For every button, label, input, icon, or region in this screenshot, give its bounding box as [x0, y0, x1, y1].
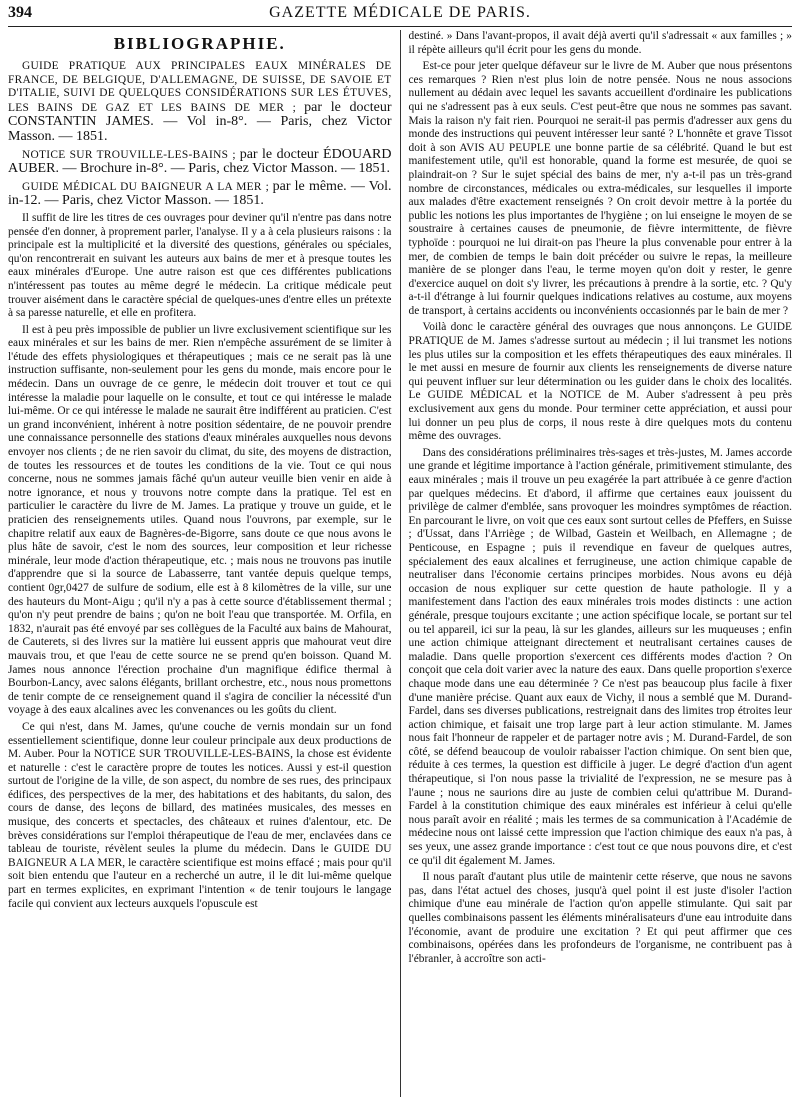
- page-number: 394: [8, 4, 32, 21]
- body-paragraph: Il suffit de lire les titres de ces ouvrages pour deviner qu'il n'entre pas dans notre pensée d'en donner, à proprement parler, l'analyse. Il y a à cela plusieurs raisons : la principale est la multiplicité et la diversité des questions, générales ou spéciales, qu'on rencontrerait en suivant les auteurs aux bains de mer et à presque toutes les eaux minérales d'Europe. Une autre raison est que ces différentes publications n'intéressent pas toutes au même degré le médecin. La critique médicale peut trouver aisément dans le caractère spécial de quelques-unes d'entre elles un prétexte à sa paresse naturelle, et elle en profitera.: [8, 211, 392, 320]
- running-head: [8, 4, 792, 27]
- book-entry-1: [8, 60, 392, 145]
- book-details: par le docteur CONSTANTIN JAMES. — Vol in-8°. — Paris, chez Victor Masson. — 1851.: [8, 99, 392, 144]
- book-details: par le docteur ÉDOUARD AUBER. — Brochure in-8°. — Paris, chez Victor Masson. — 1851.: [8, 146, 392, 177]
- book-title: GUIDE PRATIQUE AUX PRINCIPALES EAUX MINÉRALES DE FRANCE, DE BELGIQUE, D'ALLEMAGNE, DE SUISSE, DE SAVOIE ET D'ITALIE, SUIVI DE QUELQUES CONSIDÉRATIONS SUR LES ÉTUVES, LES BAINS DE GAZ ET LES BAINS DE MER ;: [8, 60, 392, 114]
- book-title: GUIDE MÉDICAL DU BAIGNEUR A LA MER ;: [22, 180, 270, 193]
- book-details: par le même. — Vol. in-12. — Paris, chez Victor Masson. — 1851.: [8, 178, 392, 209]
- book-title: NOTICE SUR TROUVILLE-LES-BAINS ;: [22, 148, 236, 161]
- journal-title: GAZETTE MÉDICALE DE PARIS.: [269, 4, 531, 21]
- left-column: [8, 30, 400, 1097]
- body-paragraph: Est-ce pour jeter quelque défaveur sur le livre de M. Auber que nous présentons ces remarques ? Rien n'est plus loin de notre pensée. Nous ne nous associons nullement au dédain avec lequel les savants accueillent d'ordinaire les publications qui ne s'adressent pas à eux seuls. C'est peut-être que nous ne sommes pas savant. Mais la raison n'y fait rien. Pourquoi ne serait-il pas permis d'adresser aux gens du monde des instructions qui peuvent intéresser leur santé ? L'honnête et grave Tissot doit à son AVIS AU PEUPLE une bonne partie de sa célébrité. Quand le but est manifestement utile, qu'il est honorable, quand la forme est mesurée, de quoi se plaindrait-on ? Sur le sujet spécial des bains de mer, n'y a-t-il pas un très-grand nombre de circonstances, médicales ou extra-médicales, sur lesquelles il importe aux malades d'être exactement renseignés ? On croit devoir mettre à la portée du public les notions les plus importantes de l'hygiène ; on lui enseigne le moyen de se soustraire à certaines causes de pneumonie, de fièvre intermittente, de fièvre typhoïde : pourquoi ne lui dirait-on pas l'heure la plus convenable pour entrer à la mer, de combien de temps le bain doit précéder ou suivre le repas, la meilleure manière de se plonger dans l'eau, le terme moyen qu'on doit y rester, le genre d'exercice auquel on doit s'y livrer, les précautions à prendre à la sortie, etc. ? Qu'y a-t-il d'étrange à lui fournir quelques indications relatives au costume, aux moyens de transport, à certains accidents ou inconvénients occasionnés par le bain de mer ?: [408, 60, 792, 317]
- right-column: [401, 30, 793, 1097]
- text-columns: [8, 30, 792, 1097]
- body-paragraph: Voilà donc le caractère général des ouvrages que nous annonçons. Le GUIDE PRATIQUE de M. James s'adresse surtout au médecin ; il lui transmet les notions les plus utiles sur la composition et les effets thérapeutiques des eaux minérales. Il le met aussi en mesure de fournir aux clients les renseignements de diverse nature qui peuvent influer sur leur détermination ou les guider dans le choix des localités. Le GUIDE MÉDICAL et la NOTICE de M. Auber s'adressent à peu près exclusivement aux gens du monde. Pour terminer cette appréciation, et aussi pour lui donner un peu plus de corps, il nous reste à dire quelques mots du contenu même des ouvrages.: [408, 321, 792, 443]
- body-paragraph: Dans des considérations préliminaires très-sages et très-justes, M. James accorde une grande et légitime importance à l'action générale, primitivement stimulante, des eaux minérales ; mais il trouve un peu exagérée la part attribuée à ce genre d'action par quelques médecins. Et d'abord, il affirme que certaines eaux jouissent du privilège de calmer d'emblée, sans provoquer les moindres symptômes de réaction. En parcourant le livre, on voit que ces eaux sont surtout celles de Pfeffers, en Suisse ; d'Ussat, dans l'Arriège ; de Wilbad, Gastein et Weilbach, en Allemagne ; de Penticouse, en Espagne ; puis il revendique en faveur de quelques autres, spécialement des eaux alcalines et ferrugineuse, une action chimique capable de neutraliser dans l'économie certains principes morbides. Nous avons eu déjà occasion de nous expliquer sur cette question de haute pathologie. Il y a manifestement dans l'action des eaux minérales trois modes distincts : une action générale, presque toujours excitante ; une action spécifique locale, se portant sur tel ou tel appareil, ici sur la peau, là sur les glandes, ailleurs sur les muqueuses ; enfin une action chimique atteignant directement et neutralisant certaines causes de maladie. Dans quelle proportion s'exercent ces différents modes d'action ? On conçoit que cela doit varier avec la nature des eaux. Dans quelle proportion s'exerce chaque mode dans une eau déterminée ? Ce n'est pas beaucoup plus facile à fixer d'une manière précise. Quant aux eaux de Vichy, il nous a semblé que M. Durand-Fardel, dans ses diverses publications, restreignait dans des limites trop étroites leur action chimique, et faisait une trop large part à leur action stimulante. M. James nous fait l'honneur de rappeler et de partager notre avis ; M. Durand-Fardel, de son côté, se défend beaucoup de vouloir rabaisser l'action chimique. On sent bien que, réduite à ces termes, la question est difficile à juger. Le degré d'action d'un agent thérapeutique, si l'on nous passe la trivialité de l'expression, ne se mesure pas à l'aune ; nous ne saurions dire au juste de combien celui qu'attribue M. Durand-Fardel à la constitution chimique des eaux minérales est inférieur à celui qu'elle nous paraît avoir en réalité ; mais les termes de sa communication à l'Académie de médecine nous ont laissé cette impression que l'action chimique des eaux n'a pas, à ses yeux, une assez grande importance : c'est tout ce que nous pouvons dire, et c'est ce qu'il dit également M. James.: [408, 446, 792, 867]
- body-paragraph: Il est à peu près impossible de publier un livre exclusivement scientifique sur les eaux minérales et sur les bains de mer. Rien n'empêche assurément de se limiter à l'étude des effets physiologiques et thérapeutiques ; mais ce ne serait pas là une instruction suffisante, non-seulement pour les gens du monde, mais encore pour le médecin. Dans un ouvrage de ce genre, le médecin doit trouver et tout ce qui intéresse la maladie pour laquelle on le consulte, et tout ce qui intéresse le malade lui-même. Or ce qui intéresse le malade ne saurait être indifférent au praticien. C'est un grand inconvénient, inhérent à notre position sédentaire, de ne pouvoir prendre une connaissance personnelle des stations d'eaux minérales auxquelles nous devons envoyer nos clients ; de ne rien savoir du climat, du site, des moyens de distraction, de toutes les ressources et de toutes les conditions de la vie. Tout ce qui nous concerne, nous ne sommes jamais fâché qu'un auteur veuille bien venir en aide à notre ignorance, et nous y trouvons notre compte dans la pratique. Tel est en particulier le caractère du livre de M. James. La pratique y trouve un guide, et le praticien des renseignements utiles. Quand nous l'ouvrons, par exemple, sur le chapitre relatif aux eaux de Bagnères-de-Bigorre, sans doute ce que nous avons le plus hâte de savoir, c'est le nom des sources, leur composition et leur richesse minérale, leur mode d'action thérapeutique, etc. ; mais nous ne trouvons pas inutile d'apprendre que si la source de Labasserre, tant vantée depuis quelque temps, contient 0gr,0427 de sulfure de sodium, elle est à 8 kilomètres de la ville, sur une des hauteurs du Mont-Aigu ; qu'il n'y a pas à cette source d'établissement thermal ; qu'on n'y peut prendre de bains ; qu'on ne boit l'eau que transportée. M. Orfila, en 1832, n'aurait pas été envoyé par ses collègues de la Faculté aux bains de Mahourat, de Cauterets, si des livres sur la matière lui eussent appris que mahourat veut dire mauvais trou, et que l'eau de cette source ne se prend qu'en boisson. Quand M. James nous annonce l'érection prochaine d'un magnifique édifice thermal à Bourbon-Lancy, avec salons élégants, brillant orchestre, etc., nous nous promettons de tenir compte de ce renseignement quand il s'agira de concilier la nécessité d'un voyage à des eaux alcalines avec les convenances ou les goûts du client.: [8, 323, 392, 717]
- body-paragraph: Il nous paraît d'autant plus utile de maintenir cette réserve, que nous ne savons pas, dans l'état actuel des choses, jusqu'à quel point il est juste d'isoler l'action chimique d'une eau minérale de l'action qu'on appelle stimulante. Qui sait par quelles combinaisons passent les éléments minéralisateurs d'une eau introduite dans l'économie, avant de produire une excitation ? Et qui peut affirmer que ces combinaisons, opérées dans les profondeurs de l'organisme, ne contribuent pas à l'ébranler, à accroître son acti-: [408, 871, 792, 965]
- book-entry-3: [8, 180, 392, 209]
- body-paragraph: destiné. » Dans l'avant-propos, il avait déjà averti qu'il s'adressait « aux familles ; » il répète ailleurs qu'il écrit pour les gens du monde.: [408, 30, 792, 56]
- book-entry-2: [8, 148, 392, 177]
- body-paragraph: Ce qui n'est, dans M. James, qu'une couche de vernis mondain sur un fond essentiellement scientifique, donne leur couleur principale aux deux productions de M. Auber. Pour la NOTICE SUR TROUVILLE-LES-BAINS, la chose est évidente et naturelle : c'est le caractère propre de toutes les notices. Aussi y est-il question surtout de l'origine de la ville, de son aspect, du nombre de ses rues, des principaux édifices, des perspectives de la mer, des habitations et des habitants, du salon, des cours de danse, des leçons de billard, des matinées musicales, des messes en musique, des concerts et spectacles, des châteaux et ruines d'alentour, etc. De brèves considérations sur l'emploi thérapeutique de l'eau de mer, enclavées dans ce tableau de touriste, révèlent seules la plume du médecin. Dans le GUIDE DU BAIGNEUR A LA MER, le caractère scientifique est moins effacé ; mais pour qu'il soit bien entendu que l'auteur en a recherché un autre, il le dit lui-même quelque part en termes explicites, en exprimant l'intention « de tenir toujours le langage facile qui convient aux lecteurs auxquels l'opuscule est: [8, 720, 392, 910]
- section-title: BIBLIOGRAPHIE.: [113, 34, 286, 53]
